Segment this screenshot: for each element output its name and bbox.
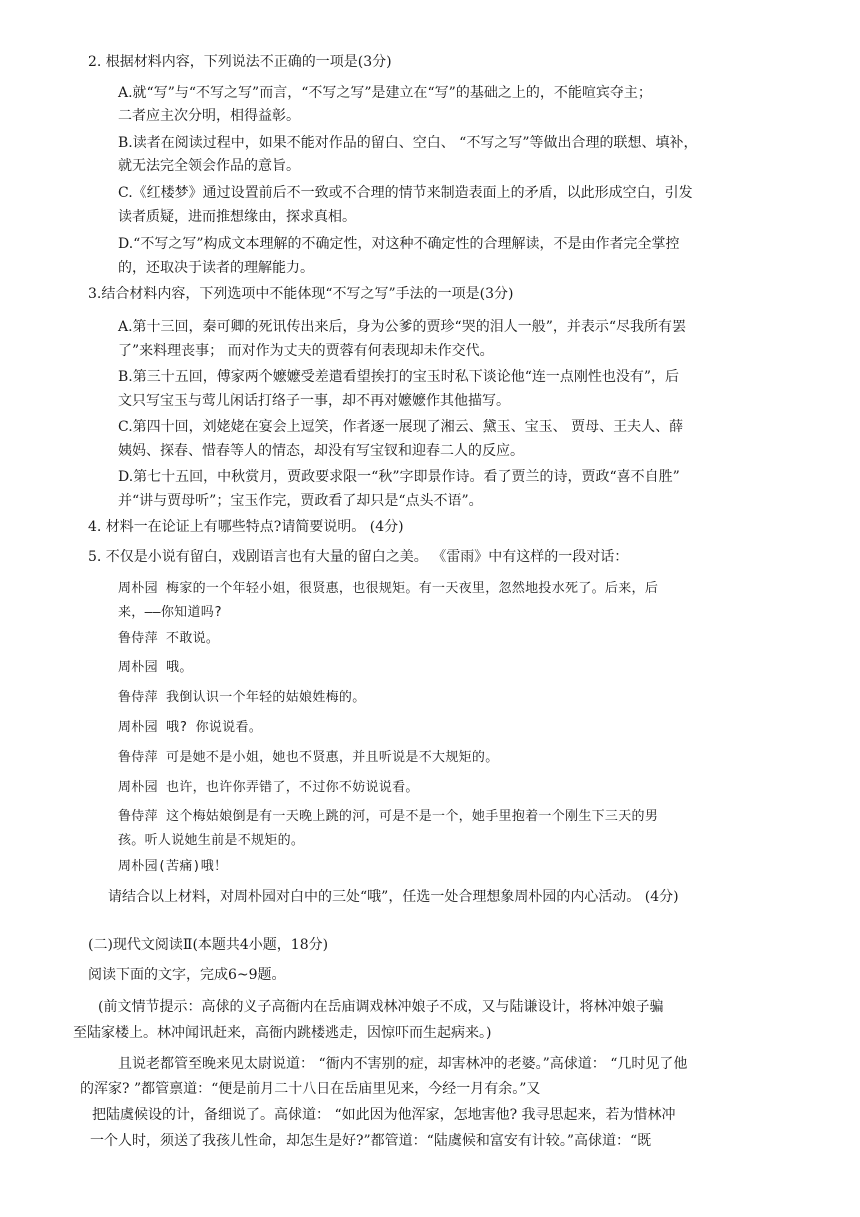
option-b-cont: 文只写宝玉与莺儿闲话打络子一事，却不再对嬷嬷作其他描写。	[118, 393, 510, 409]
dialogue-line: 鲁侍萍 这个梅姑娘倒是有一天晚上跳的河，可是不是一个，她手里抱着一个刚生下三天的男	[118, 809, 659, 824]
dialogue-line: 鲁侍萍 可是她不是小姐，她也不贤惠，并且听说是不大规矩的。	[118, 750, 499, 765]
plot-hint-cont: 至陆家楼上。林冲闻讯赶来，高衙内跳楼逃走，因惊吓而生起病来。)	[73, 1025, 492, 1041]
section-heading: (二)现代文阅读Ⅱ(本题共4小题，18分)	[88, 937, 329, 953]
plot-hint: (前文情节提示：高俅的义子高衙内在岳庙调戏林冲娘子不成，又与陆谦设计，将林冲娘子骗	[98, 999, 664, 1015]
option-b: B.第三十五回，傅家两个嬷嬷受差遣看望挨打的宝玉时私下谈论他“连一点刚性也没有”，后	[118, 369, 680, 385]
option-d-cont: 并“讲与贾母听”；宝玉作完，贾政看了却只是“点头不语”。	[118, 493, 483, 509]
option-a-cont: 二者应主次分明，相得益彰。	[118, 108, 300, 124]
question-prompt: 请结合以上材料，对周朴园对白中的三处“哦”，任选一处合理想象周朴园的内心活动。 (4分)	[108, 889, 679, 905]
question-stem: 5. 不仅是小说有留白，戏剧语言也有大量的留白之美。 《雷雨》中有这样的一段对话：	[88, 549, 629, 565]
dialogue-line: 鲁侍萍 不敢说。	[118, 631, 220, 646]
passage-line: 把陆虞候设的计，备细说了。高俅道： “如此因为他浑家，怎地害他? 我寻思起来，若为惜林冲	[92, 1107, 676, 1123]
option-c-cont: 读者质疑，进而推想缘由，探求真相。	[118, 209, 356, 225]
question-stem: 3.结合材料内容，下列选项中不能体现“不写之写”手法的一项是(3分)	[88, 286, 514, 302]
dialogue-line: 鲁侍萍 我倒认识一个年轻的姑娘姓梅的。	[118, 690, 366, 705]
question-stem: 2. 根据材料内容，下列说法不正确的一项是(3分)	[88, 54, 392, 70]
reading-instruction: 阅读下面的文字，完成6~9题。	[88, 967, 286, 983]
passage-line: 的浑家? ”都管禀道：“便是前月二十八日在岳庙里见来，今经一月有余。”又	[80, 1081, 541, 1097]
option-d: D.第七十五回，中秋赏月，贾政要求限一“秋”字即景作诗。看了贾兰的诗，贾政“喜不自胜”	[118, 469, 680, 485]
option-c-cont: 姨妈、探春、惜春等人的情态，却没有写宝钗和迎春二人的反应。	[118, 443, 524, 459]
dialogue-line: 周朴园 梅家的一个年轻小姐，很贤惠，也很规矩。有一天夜里，忽然地投水死了。后来，后	[118, 581, 659, 596]
option-d-cont: 的，还取决于读者的理解能力。	[118, 260, 314, 276]
option-d: D.“不写之写”构成文本理解的不确定性，对这种不确定性的合理解读，不是由作者完全掌控	[118, 236, 680, 252]
option-c: C.第四十回，刘姥姥在宴会上逗笑，作者逐一展现了湘云、黛玉、宝玉、 贾母、王夫人、薛	[118, 419, 684, 435]
dialogue-line: 周朴园 也许，也许你弄错了，不过你不妨说说看。	[118, 780, 419, 795]
option-a: A.就“写”与“不写之写”而言，“不写之写”是建立在“写”的基础之上的，不能喧宾夺主；	[118, 85, 652, 101]
option-b: B.读者在阅读过程中，如果不能对作品的留白、空白、 “不写之写”等做出合理的联想、填补，	[118, 135, 698, 151]
option-b-cont: 就无法完全领会作品的意旨。	[118, 158, 300, 174]
option-a: A.第十三回，秦可卿的死讯传出来后，身为公爹的贾珍“哭的泪人一般”，并表示“尽我所有罢	[118, 319, 687, 335]
dialogue-line: 来，——你知道吗?	[118, 605, 223, 620]
option-c: C.《红楼梦》通过设置前后不一致或不合理的情节来制造表面上的矛盾，以此形成空白，引发	[118, 185, 693, 201]
dialogue-line: 周朴园(苦痛)哦！	[118, 859, 228, 874]
question-4: 4. 材料一在论证上有哪些特点?请简要说明。 (4分)	[88, 519, 404, 535]
dialogue-line: 周朴园 哦? 你说说看。	[118, 720, 263, 735]
passage-line: 一个人时，须送了我孩儿性命，却怎生是好?”都管道：“陆虞候和富安有计较。”高俅道：“既	[90, 1133, 652, 1149]
passage-line: 且说老都管至晚来见太尉说道： “衙内不害别的症，却害林冲的老婆。”高俅道： “几时见了他	[118, 1056, 688, 1072]
dialogue-line: 周朴园 哦。	[118, 660, 193, 675]
option-a-cont: 了”来料理丧事； 而对作为丈夫的贾蓉有何表现却未作交代。	[118, 343, 494, 359]
dialogue-line: 孩。听人说她生前是不规矩的。	[118, 833, 305, 848]
